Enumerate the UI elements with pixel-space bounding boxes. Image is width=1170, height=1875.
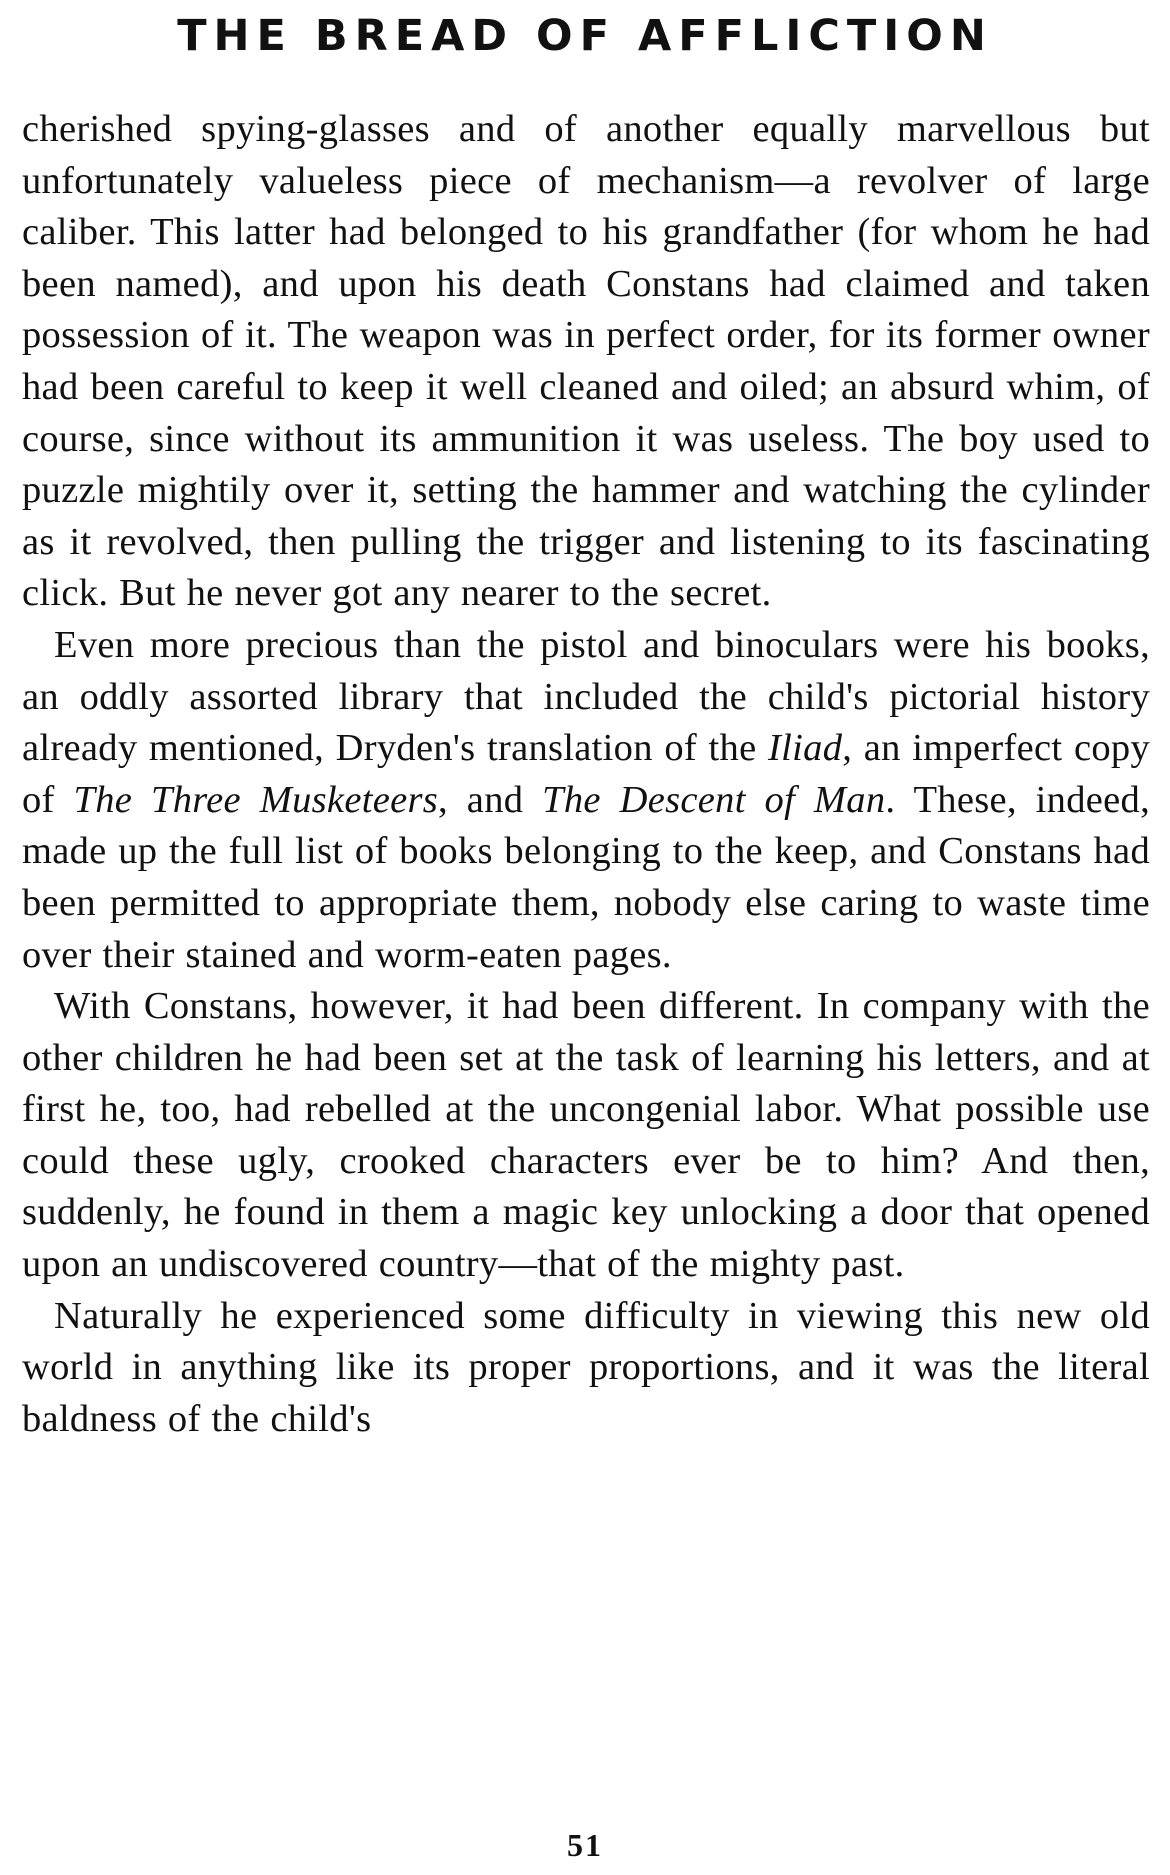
- book-title-iliad: Iliad: [768, 727, 843, 770]
- paragraph-1-text: cherished spying-glasses and of another equally marvellous but unfortunately valueless piece of mechanism—a revolver of large caliber. This latter had belonged to his grandfather (for whom he had been named), and upon his death Constans had claimed and taken possession of it. The weapon was in perfect order, for its former owner had been careful to keep it well cleaned and oiled; an absurd whim, of course, since without its ammunition it was useless. The boy used to puzzle mightily over it, setting the hammer and watching the cylinder as it revolved, then pulling the trigger and listening to its fascinating click. But he never got any nearer to the secret.: [22, 108, 1150, 615]
- body-text: [22, 104, 1150, 1445]
- paragraph-2-text-c: , and: [438, 778, 543, 821]
- paragraph-2: [22, 620, 1150, 981]
- book-title-three-musketeers: The Three Musketeers: [73, 778, 439, 821]
- paragraph-3-text: With Constans, however, it had been different. In company with the other children he had been set at the task of learning his letters, and at first he, too, had rebelled at the uncongenial labor. What possible use could these ugly, crooked characters ever be to him? And then, suddenly, he found in them a magic key unlocking a door that opened upon an undiscovered country—that of the mighty past.: [22, 985, 1150, 1286]
- paragraph-2-text-b: , an imperfect copy of: [22, 727, 1150, 821]
- running-title: THE BREAD OF AFFLICTION: [177, 11, 993, 61]
- paragraph-2-text-d: . These, indeed, made up the full list of books belonging to the keep, and Constans had been permitted to appropriate them, nobody else caring to waste time over their stained and worm-eaten pages.: [22, 778, 1151, 976]
- paragraph-4: [22, 1291, 1150, 1446]
- paragraph-3: [22, 981, 1150, 1291]
- paragraph-4-text: Naturally he experienced some difficulty in viewing this new old world in anything like its proper proportions, and it was the literal baldness of the child's: [22, 1294, 1150, 1440]
- page-number: 51: [567, 1827, 603, 1863]
- paragraph-2-text-a: Even more precious than the pistol and binoculars were his books, an oddly assorted library that included the child's pictorial history already mentioned, Dryden's translation of the: [22, 623, 1150, 770]
- book-title-descent-of-man: The Descent of Man: [542, 778, 886, 821]
- paragraph-1: [22, 104, 1150, 620]
